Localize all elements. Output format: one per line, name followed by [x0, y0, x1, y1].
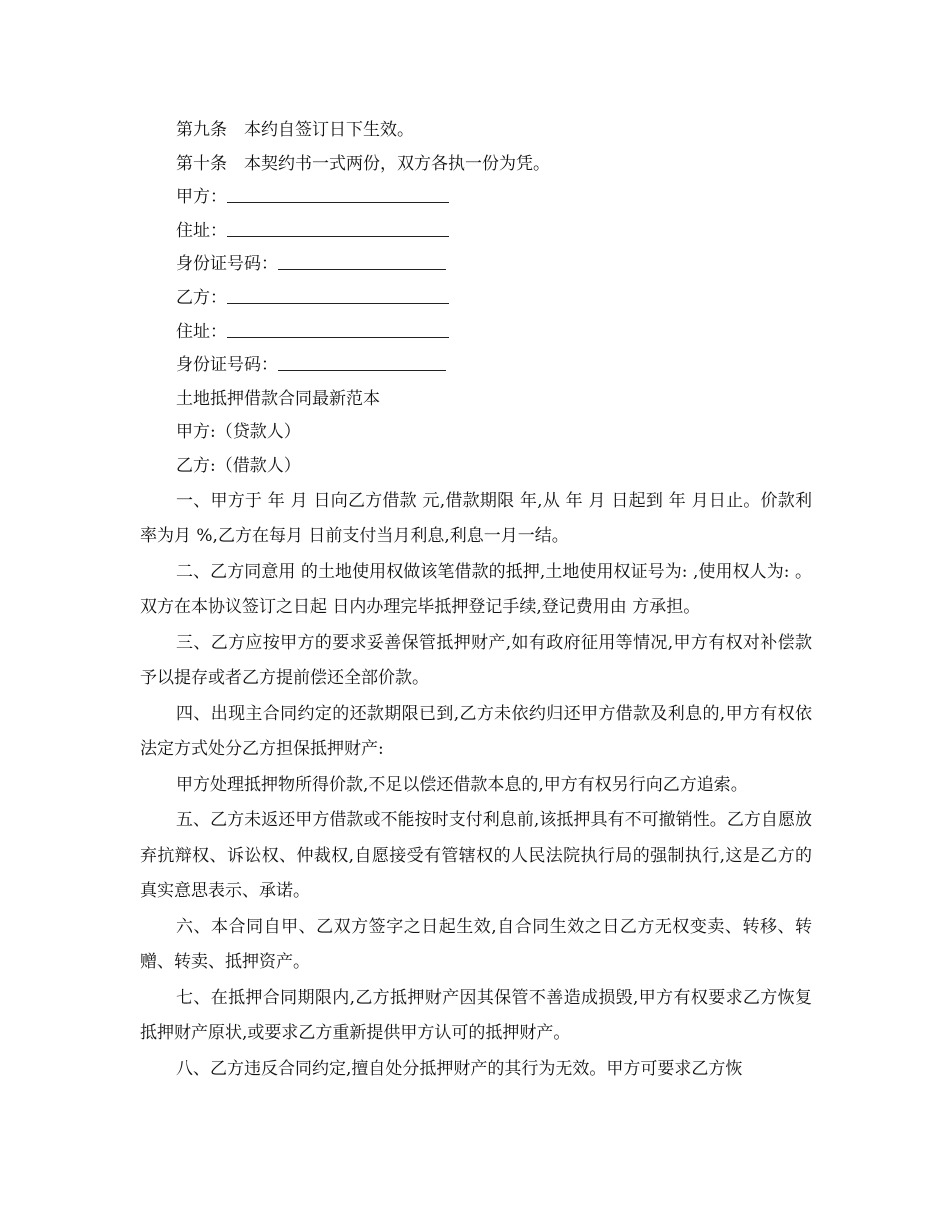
clause-3: 三、乙方应按甲方的要求妥善保管抵押财产,如有政府征用等情况,甲方有权对补偿款予以提存或者乙方提前偿还全部价款。 — [140, 632, 812, 689]
party-b-blank — [227, 283, 449, 304]
clause-7: 七、在抵押合同期限内,乙方抵押财产因其保管不善造成损毁,甲方有权要求乙方恢复抵押财产原状,或要求乙方重新提供甲方认可的抵押财产。 — [140, 987, 812, 1044]
id-b-field — [140, 349, 812, 383]
id-a-blank — [278, 249, 446, 270]
contract-title: 土地抵押借款合同最新范本 — [176, 388, 380, 409]
id-b-label: 身份证号码： — [176, 355, 278, 376]
id-a-field — [140, 248, 812, 282]
address-b-label: 住址： — [176, 321, 227, 342]
party-a-blank — [227, 182, 449, 203]
id-b-blank — [278, 350, 446, 371]
clause-5: 五、乙方未返还甲方借款或不能按时支付利息前,该抵押具有不可撤销性。乙方自愿放弃抗辩权、诉讼权、仲裁权,自愿接受有管辖权的人民法院执行局的强制执行,这是乙方的真实意思表示、承诺。 — [140, 810, 812, 902]
address-a-blank — [227, 216, 449, 237]
clause-4: 四、出现主合同约定的还款期限已到,乙方未依约归还甲方借款及利息的,甲方有权依法定方式处分乙方担保抵押财产: — [140, 703, 812, 760]
borrower-line: 乙方:（借款人） — [176, 455, 301, 476]
address-b-field — [140, 316, 812, 350]
article-nine: 第九条 本约自签订日下生效。 — [176, 120, 414, 140]
party-a-label: 甲方： — [176, 187, 227, 208]
clause-6: 六、本合同自甲、乙双方签字之日起生效,自合同生效之日乙方无权变卖、转移、转赠、转卖、抵押资产。 — [140, 916, 812, 973]
clause-1: 一、甲方于 年 月 日向乙方借款 元,借款期限 年,从 年 月 日起到 年 月日止。价款利率为月 %,乙方在每月 日前支付当月利息,利息一月一结。 — [140, 490, 812, 547]
party-b-field — [140, 282, 812, 316]
party-a-field — [140, 181, 812, 215]
clause-8: 八、乙方违反合同约定,擅自处分抵押财产的其行为无效。甲方可要求乙方恢 — [176, 1058, 743, 1079]
address-b-blank — [227, 317, 449, 338]
address-a-label: 住址： — [176, 220, 227, 241]
article-ten: 第十条 本契约书一式两份，双方各执一份为凭。 — [176, 153, 550, 174]
document-body — [140, 114, 812, 1087]
clause-2: 二、乙方同意用 的土地使用权做该笔借款的抵押,土地使用权证号为: ,使用权人为: 。双方在本协议签订之日起 日内办理完毕抵押登记手续,登记费用由 方承担。 — [140, 561, 812, 618]
clause-4-note: 甲方处理抵押物所得价款,不足以偿还借款本息的,甲方有权另行向乙方追索。 — [176, 774, 748, 795]
address-a-field — [140, 215, 812, 249]
lender-line: 甲方:（贷款人） — [176, 422, 301, 443]
party-b-label: 乙方： — [176, 287, 227, 308]
id-a-label: 身份证号码： — [176, 254, 278, 275]
